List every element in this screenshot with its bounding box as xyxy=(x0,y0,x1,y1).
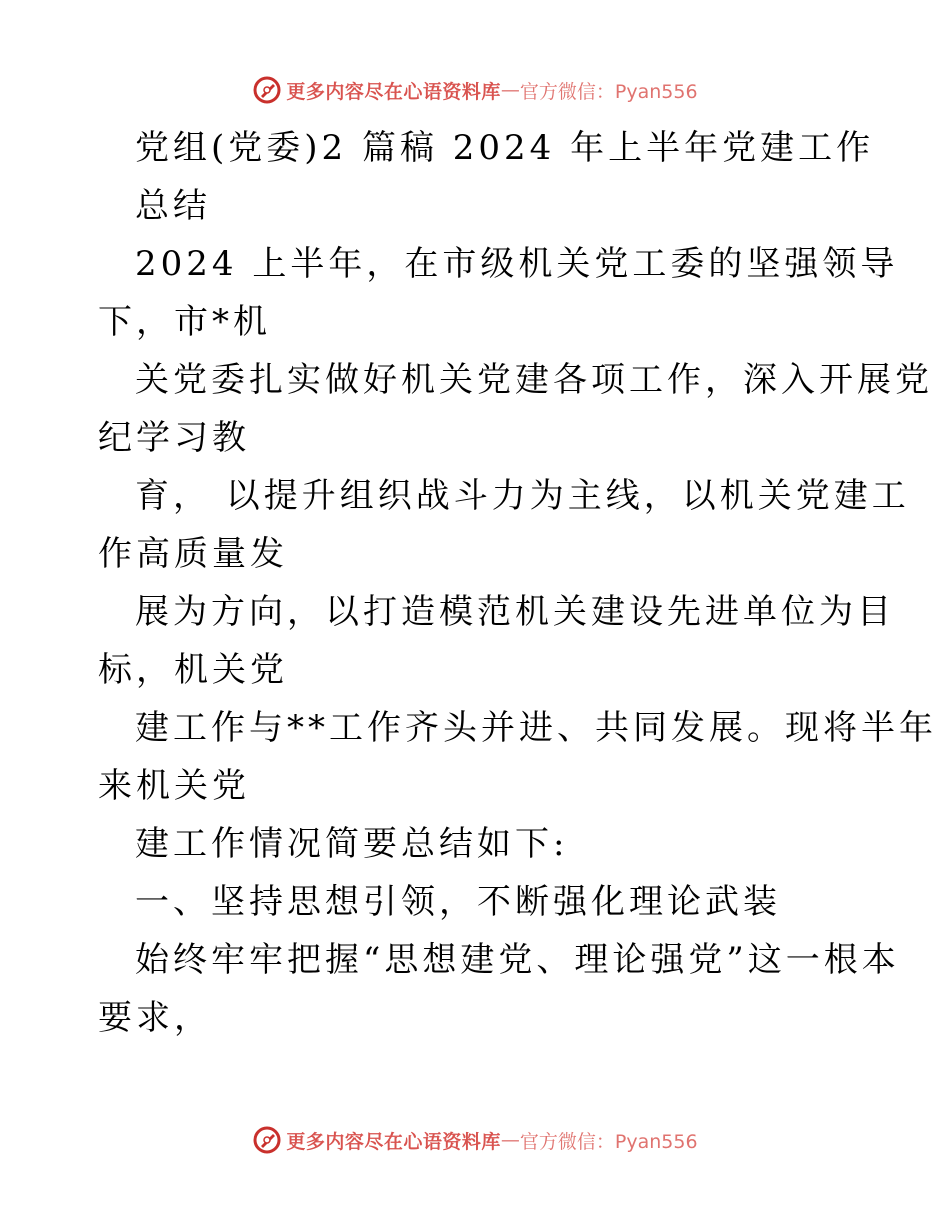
paragraph-line: 建工作情况简要总结如下: xyxy=(135,824,569,864)
paragraph-line: 纪学习教 xyxy=(98,418,250,458)
paragraph-line: 始终牢牢把握“思想建党、理论强党”这一根本 xyxy=(135,940,900,980)
paragraph-line: 作高质量发 xyxy=(98,534,288,574)
paragraph-line: 2024 上半年，在市级机关党工委的坚强领导 xyxy=(135,244,899,284)
watermark-account: 官方微信：Pyan556 xyxy=(519,80,698,103)
paragraph-line: 来机关党 xyxy=(98,766,250,806)
pen-logo-icon xyxy=(252,1125,282,1155)
section-heading: 一、坚持思想引领，不断强化理论武装 xyxy=(135,882,781,922)
watermark-account: 官方微信：Pyan556 xyxy=(519,1130,698,1153)
paragraph-line: 育， 以提升组织战斗力为主线，以机关党建工 xyxy=(135,476,910,516)
paragraph-line: 要求， xyxy=(98,998,212,1038)
paragraph-line: 建工作与**工作齐头并进、共同发展。现将半年 xyxy=(135,708,937,748)
header-watermark xyxy=(0,70,950,110)
watermark-separator: — xyxy=(500,79,520,101)
title-line-2: 总结 xyxy=(135,186,211,226)
paragraph-line: 标，机关党 xyxy=(98,650,288,690)
watermark-brand: 更多内容尽在心语资料库 xyxy=(286,80,501,103)
paragraph-line: 关党委扎实做好机关党建各项工作，深入开展党 xyxy=(135,360,933,400)
watermark-separator: — xyxy=(500,1129,520,1151)
paragraph-line: 展为方向，以打造模范机关建设先进单位为目 xyxy=(135,592,895,632)
paragraph-line: 下，市*机 xyxy=(98,302,271,342)
footer-watermark xyxy=(0,1120,950,1160)
title-line-1: 党组(党委)2 篇稿 2024 年上半年党建工作 xyxy=(135,128,875,168)
watermark-brand: 更多内容尽在心语资料库 xyxy=(286,1130,501,1153)
pen-logo-icon xyxy=(252,75,282,105)
